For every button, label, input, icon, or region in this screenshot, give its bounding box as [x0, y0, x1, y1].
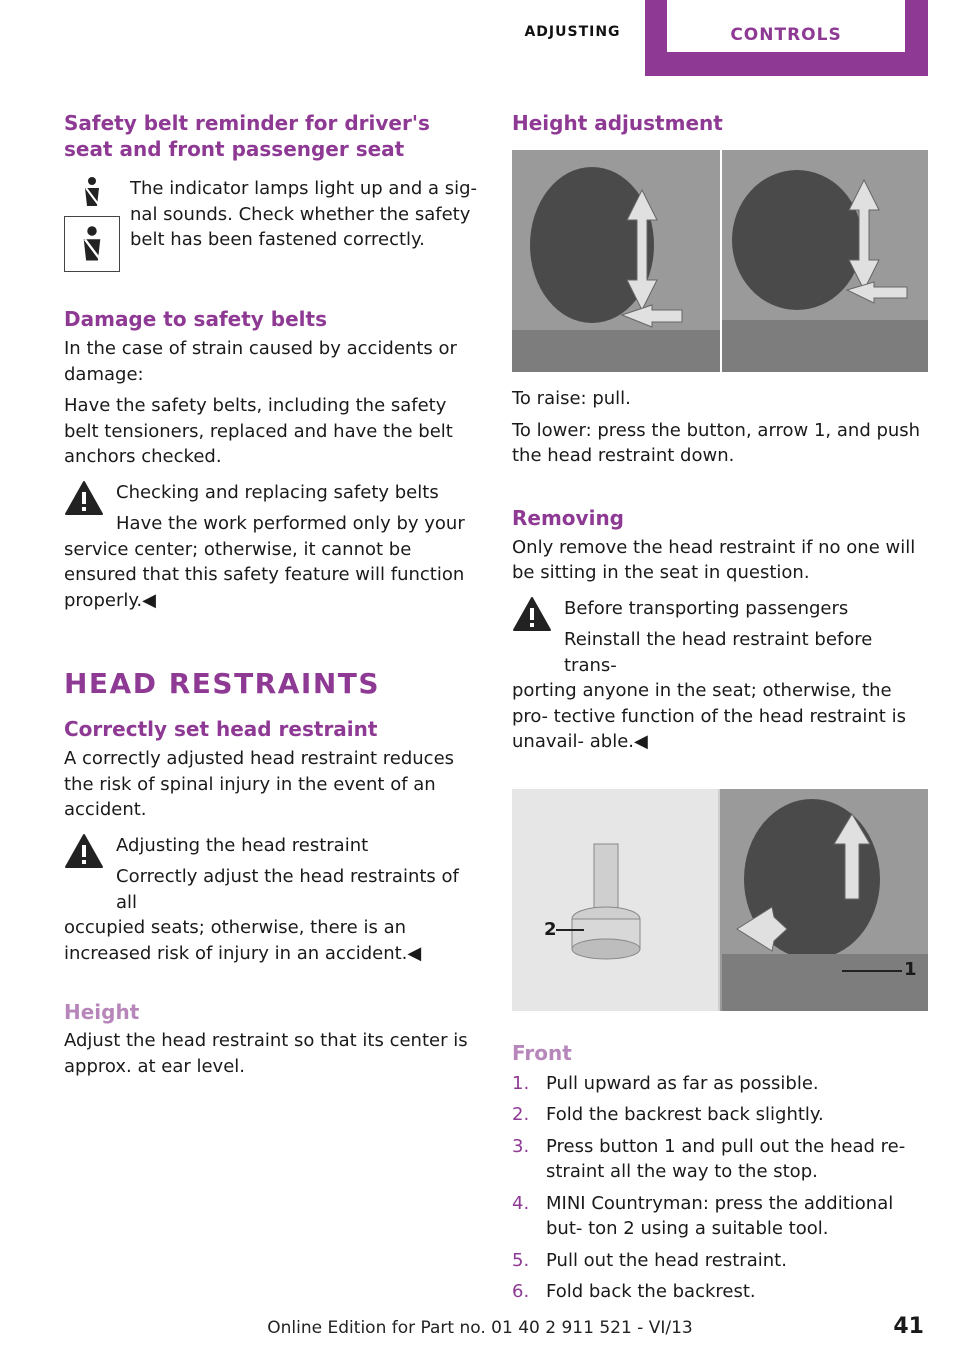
warning-adjusting-text: occupied seats; otherwise, there is an increased risk of injury in an accident.◀ [64, 917, 422, 964]
height-adjustment-title: Height adjustment [512, 111, 723, 135]
seatbelt-indicator-icons [64, 176, 120, 272]
seatbelt-reminder-title: Safety belt reminder for driver's seat and front passenger seat [64, 111, 430, 161]
list-item: 2. Fold the backrest back slightly. [512, 1104, 824, 1125]
damage-paragraph-2: Have the safety belts, including the safety belt tensioners, replaced and have the belt anchors checked. [64, 395, 453, 467]
list-item: 1. Pull upward as far as possible. [512, 1072, 819, 1094]
warning-transporting-title: Before transporting passengers [564, 597, 849, 619]
end-mark: ◀ [634, 731, 648, 752]
head-restraints-title: HEAD RESTRAINTS [64, 667, 381, 700]
warning-checking-first-line: Have the work performed only by your [116, 513, 465, 534]
height-text: Adjust the head restraint so that its center is approx. at ear level. [64, 1030, 468, 1077]
correct-set-text: A correctly adjusted head restraint reduces the risk of spinal injury in the event of an accident. [64, 748, 455, 820]
warning-triangle-icon [64, 480, 116, 537]
front-title: Front [512, 1040, 572, 1065]
removing-title: Removing [512, 505, 624, 530]
right-column [512, 110, 930, 1305]
raise-text: To raise: pull. [512, 388, 631, 409]
height-adjustment-figure [512, 150, 928, 372]
header-tab-controls: CONTROLS [667, 0, 905, 52]
figure-label-1: 1 [904, 958, 917, 980]
header-section-label: ADJUSTING [524, 24, 621, 40]
left-column [64, 110, 482, 1079]
lower-text: To lower: press the button, arrow 1, and push the head restraint down. [512, 419, 921, 466]
figure-label-2: 2 [544, 918, 557, 940]
footer-edition: Online Edition for Part no. 01 40 2 911 521 - VI/13 [267, 1318, 693, 1338]
height-title: Height [64, 1000, 140, 1024]
warning-adjusting [64, 833, 482, 967]
damage-title: Damage to safety belts [64, 307, 327, 331]
warning-transporting-text: porting anyone in the seat; otherwise, the pro‐ tective function of the head restraint is unavail‐ able.◀ [512, 680, 906, 752]
page-number: 41 [893, 1314, 924, 1339]
warning-triangle-icon [64, 833, 116, 916]
list-item: 3. Press button 1 and pull out the head re‐ straint all the way to the stop. [512, 1135, 906, 1182]
warning-triangle-icon [512, 596, 564, 679]
warning-checking-title: Checking and replacing safety belts [116, 481, 439, 503]
seatbelt-reminder-text: The indicator lamps light up and a sig‐ nal sounds. Check whether the safety belt has been fastened correctly. [130, 178, 478, 250]
end-mark: ◀ [142, 589, 156, 611]
removing-text: Only remove the head restraint if no one will be sitting in the seat in question. [512, 536, 916, 583]
removing-figure [512, 789, 928, 1011]
front-steps-list [512, 1071, 930, 1305]
seatbelt-indicator-block [64, 176, 482, 272]
list-item: 5. Pull out the head restraint. [512, 1249, 787, 1271]
seatbelt-boxed-icon [64, 216, 120, 272]
warning-transporting [512, 596, 930, 755]
end-mark: ◀ [407, 942, 422, 964]
warning-transporting-first-line: Reinstall the head restraint before trans‐ [564, 629, 873, 676]
correct-set-title: Correctly set head restraint [64, 717, 378, 741]
warning-checking-belts [64, 480, 482, 614]
list-item: 4. MINI Countryman: press the additional but‐ ton 2 using a suitable tool. [512, 1192, 894, 1239]
warning-adjusting-title: Adjusting the head restraint [116, 834, 369, 856]
warning-checking-text: service center; otherwise, it cannot be ensured that this safety feature will function properly.◀ [64, 538, 465, 611]
list-item: 6. Fold back the backrest. [512, 1281, 756, 1302]
warning-adjusting-first-line: Correctly adjust the head restraints of all [116, 866, 459, 913]
damage-paragraph-1: In the case of strain caused by accidents or damage: [64, 338, 457, 385]
seatbelt-small-icon [64, 176, 120, 216]
